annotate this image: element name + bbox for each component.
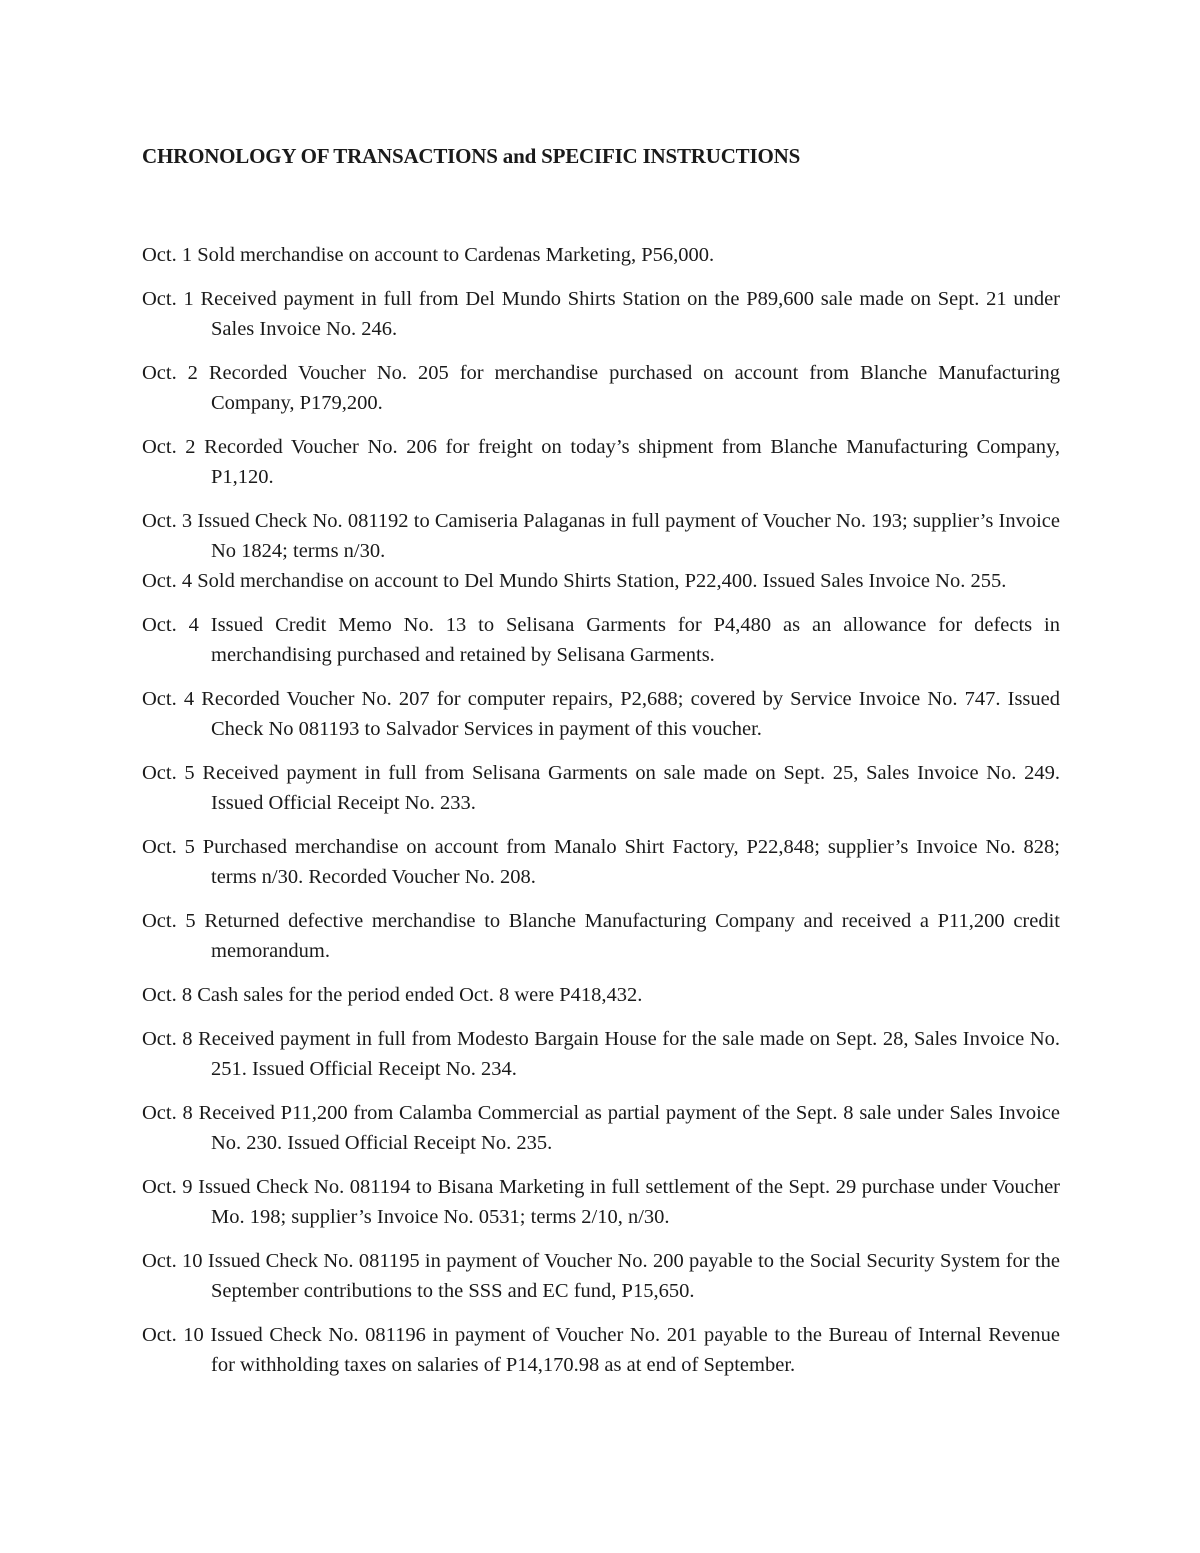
- entry-text: Issued Credit Memo No. 13 to Selisana Garments for P4,480 as an allowance for defects in merchandising purchased and retained by Selisana Garments.: [210, 614, 1061, 666]
- entry-text: Sold merchandise on account to Del Mundo Shirts Station, P22,400. Issued Sales Invoice No. 255.: [197, 570, 1007, 592]
- entry-date: Oct. 2: [142, 436, 196, 458]
- entry-date: Oct. 9: [142, 1176, 193, 1198]
- entry-text: Received P11,200 from Calamba Commercial as partial payment of the Sept. 8 sale under Sales Invoice No. 230. Issued Official Receipt No. 235.: [198, 1102, 1060, 1154]
- entry-date: Oct. 2: [142, 362, 198, 384]
- transaction-entry: [142, 240, 1060, 270]
- entry-date: Oct. 5: [142, 836, 195, 858]
- transaction-entry: [142, 980, 1060, 1010]
- transaction-entry: [142, 610, 1060, 670]
- entry-text: Issued Check No. 081192 to Camiseria Palaganas in full payment of Voucher No. 193; supplier’s Invoice No 1824; terms n/30.: [197, 510, 1060, 562]
- entry-text: Received payment in full from Del Mundo Shirts Station on the P89,600 sale made on Sept. 21 under Sales Invoice No. 246.: [200, 288, 1060, 340]
- transaction-entry: [142, 506, 1060, 566]
- transaction-entry: [142, 1172, 1060, 1232]
- entry-date: Oct. 4: [142, 688, 195, 710]
- entry-text: Issued Check No. 081196 in payment of Voucher No. 201 payable to the Bureau of Internal Revenue for withholding taxes on salaries of P14,170.98 as at end of September.: [210, 1324, 1060, 1376]
- entry-date: Oct. 8: [142, 1102, 193, 1124]
- transaction-entry: [142, 1246, 1060, 1306]
- entry-text: Recorded Voucher No. 206 for freight on today’s shipment from Blanche Manufacturing Company, P1,120.: [204, 436, 1060, 488]
- transaction-entry: [142, 758, 1060, 818]
- entry-text: Returned defective merchandise to Blanche Manufacturing Company and received a P11,200 credit memorandum.: [204, 910, 1060, 962]
- entry-text: Received payment in full from Modesto Bargain House for the sale made on Sept. 28, Sales Invoice No. 251. Issued Official Receipt No. 234.: [198, 1028, 1061, 1080]
- entry-text: Cash sales for the period ended Oct. 8 were P418,432.: [197, 984, 643, 1006]
- entry-date: Oct. 4: [142, 570, 193, 592]
- entry-date: Oct. 1: [142, 288, 194, 310]
- transaction-entry: [142, 1098, 1060, 1158]
- transaction-entry: [142, 358, 1060, 418]
- entry-text: Recorded Voucher No. 205 for merchandise purchased on account from Blanche Manufacturing Company, P179,200.: [208, 362, 1060, 414]
- transaction-entry: [142, 906, 1060, 966]
- transaction-entry: [142, 284, 1060, 344]
- transaction-entry: [142, 1024, 1060, 1084]
- entry-date: Oct. 8: [142, 984, 193, 1006]
- entry-date: Oct. 5: [142, 910, 196, 932]
- transaction-entry: [142, 566, 1060, 596]
- document-title: CHRONOLOGY OF TRANSACTIONS and SPECIFIC INSTRUCTIONS: [142, 144, 801, 168]
- transaction-entry: [142, 1320, 1060, 1380]
- entry-date: Oct. 4: [142, 614, 199, 636]
- document-page: [142, 140, 1060, 1394]
- entry-text: Received payment in full from Selisana Garments on sale made on Sept. 25, Sales Invoice No. 249. Issued Official Receipt No. 233.: [202, 762, 1060, 814]
- entry-text: Issued Check No. 081194 to Bisana Marketing in full settlement of the Sept. 29 purchase under Voucher Mo. 198; supplier’s Invoice No. 0531; terms 2/10, n/30.: [198, 1176, 1060, 1228]
- entry-date: Oct. 8: [142, 1028, 193, 1050]
- entry-text: Issued Check No. 081195 in payment of Voucher No. 200 payable to the Social Security System for the September contributions to the SSS and EC fund, P15,650.: [207, 1250, 1060, 1302]
- transaction-entry: [142, 684, 1060, 744]
- entry-date: Oct. 10: [142, 1250, 203, 1272]
- entry-date: Oct. 3: [142, 510, 193, 532]
- entry-date: Oct. 5: [142, 762, 195, 784]
- transaction-entry: [142, 432, 1060, 492]
- entry-text: Sold merchandise on account to Cardenas Marketing, P56,000.: [197, 244, 715, 266]
- entry-text: Recorded Voucher No. 207 for computer repairs, P2,688; covered by Service Invoice No. 747. Issued Check No 081193 to Salvador Services in payment of this voucher.: [201, 688, 1061, 740]
- entry-date: Oct. 1: [142, 244, 193, 266]
- transaction-entry: [142, 832, 1060, 892]
- entry-date: Oct. 10: [142, 1324, 204, 1346]
- entry-text: Purchased merchandise on account from Manalo Shirt Factory, P22,848; supplier’s Invoice No. 828; terms n/30. Recorded Voucher No. 208.: [202, 836, 1060, 888]
